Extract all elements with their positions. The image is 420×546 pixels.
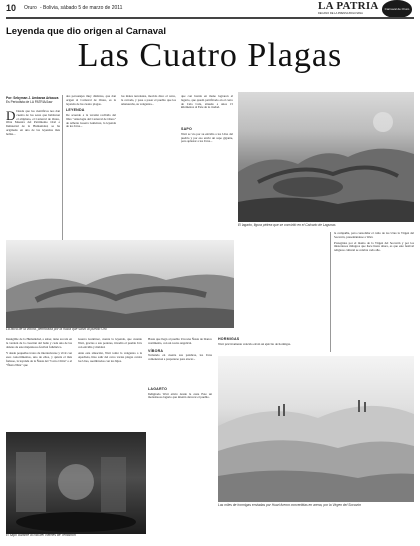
- byline-authors: Por: Sebyman J. Ambarza Arkauza: [6, 96, 59, 100]
- column-4: [181, 95, 233, 144]
- header-city: Oruro: [24, 5, 37, 11]
- column-2-lead: dos personajes muy distintos, que dan origen al Carnaval de Oruro, es la leyenda de las cuatro plagas.: [66, 94, 116, 106]
- column-1-intro: [6, 110, 60, 136]
- drop-cap: D: [6, 108, 16, 123]
- column-4-sapo-text: Wari se vio por su envidia a los Urus del pueblo y por eso envió un sapo gigante, para aplastar a los Urus...: [181, 131, 233, 144]
- caption-toad: El sapo durante la cita del Viernes de Tentación: [6, 533, 76, 537]
- lower-column-3-text: Hasta que llegó al pueblo Uru una Ñusta de blanco vestimenta, con un rostro angelical.: [148, 337, 212, 345]
- page-number: 10: [6, 3, 17, 13]
- lower-column-3: [148, 338, 212, 400]
- photo-toad-ritual: [6, 432, 146, 534]
- column-2: [66, 95, 116, 129]
- column-1-text: Desde que los científicos nos dan cuenta de los seres que habitaron el altiplano, el Carnaval de Oruro, Obra Maestra del Patrimonio Oral e Inmaterial de la Humanidad, se ha originado en una de las leyendas más bellas...: [6, 109, 60, 136]
- lower-column-3-text-c: Indignado Wari envió desde la zona Este un monstruoso lagarto que intentó devorar el pueblo.: [148, 391, 212, 400]
- snake-rock-illustration: [6, 240, 234, 328]
- photo-sand-dunes: [218, 356, 414, 502]
- subhead-lagarto: LAGARTO: [148, 386, 168, 391]
- subhead-leyenda: LEYENDA: [66, 108, 85, 113]
- lower-column-2: [78, 338, 142, 364]
- lower-column-1: [6, 338, 72, 367]
- column-2-text: De acuerdo a la versión recibida del libro "Antología del Carnaval de Oruro" de Alberto Guerra Gutiérrez, la leyenda de los Urus...: [66, 113, 116, 129]
- photo-lizard-rock: [238, 92, 414, 222]
- toad-ritual-illustration: [6, 432, 146, 534]
- lizard-rock-illustration: [238, 92, 414, 222]
- byline-outlet: Es Periodista de LA PATRIA/Jaw: [6, 100, 53, 104]
- lower-column-1-text: Intangible de la Humanidad, a saber, tiene su raíz en la versión de la creación del baile y cada una de las danzas de este majestuoso festival folklórico.: [6, 337, 72, 349]
- lower-column-2-text-b: Ante esta situación, Wari tomó la venganza a la Apacheta, hizo salir del cerro varias plagas contra los Urus, asombrados con los hijos.: [78, 351, 142, 363]
- column-divider: [62, 95, 63, 243]
- photo-snake-rock: [6, 240, 234, 328]
- lower-column-3-text-b: Tomando en cuenta sus palabras, los Urus comenzaron a prepararse para atacar...: [148, 353, 212, 361]
- subhead-hormigas: HORMIGAS: [218, 337, 240, 341]
- column-5-text: la compañía, para consolidar el culto de los Urus la Virgen del Socavón, presentándose a Wari.: [334, 231, 414, 239]
- subhead-sapo: SAPO: [181, 127, 192, 131]
- carnival-seal-icon: [382, 0, 412, 18]
- column-4-text: que con bonda en mano lograron al lagarto, que quedó petrificado en el cerro de Cala Cala, situado a unos 15 kilómetros al Este de la ciudad.: [181, 94, 233, 110]
- newspaper-logo: LA PATRIA: [318, 0, 379, 12]
- subhead-vibora: VÍBORA: [148, 348, 164, 353]
- article-headline: Las Cuatro Plagas: [77, 37, 343, 74]
- column-5: [334, 232, 414, 253]
- column-5-text-b: Protegidos por el manto de la Virgen del Socavón y por los misteriosos milagros que hace hasta ahora, es que este festival religioso cultural se celebra cada año.: [334, 240, 414, 252]
- column-divider: [330, 232, 331, 352]
- lower-column-4: [218, 338, 326, 347]
- caption-snake: La boca de la víbora, petrificada por la ñusta que salvó al pueblo Uru: [6, 327, 107, 331]
- column-3: [121, 95, 176, 106]
- lower-column-1-text-b: Y desde pequeños tratos de interiorizarse y vivir con esos conocimientos, uno de ellos, y quizás el más famoso, la leyenda de la Ñusta del "Cerro Chiru" o el "Ñusta Nina" que: [6, 351, 73, 367]
- newspaper-tagline: DECANO DE LA PRENSA BOLIVIANA: [318, 12, 363, 15]
- seal-label: Carnaval de Oruro: [384, 7, 410, 11]
- caption-dunes: Las miles de hormigas enviadas por Huari fueron convertidas en arena, por la Virgen del Socavón: [218, 503, 362, 507]
- column-3-text: los males terrenales, inocido dios: el cerro, la cerrada, y pasa a pasar el pueblo que los amenazaba, su venganza...: [121, 94, 176, 106]
- caption-lizard: El lagarto, figura pétrea que se convirtió en el Calvario de Lagunas: [238, 223, 336, 227]
- sand-dunes-illustration: [218, 356, 414, 502]
- header-date: - Bolivia, sábado 5 de marzo de 2011: [40, 5, 123, 11]
- header-rule: [6, 17, 414, 19]
- lower-column-2-text: Guerra Gutiérrez, cuenta la leyenda, que cuando Wari, gracias a sus poderes, invadió el pueblo Uru con envidia y maldad.: [78, 337, 142, 349]
- article-kicker: Leyenda que dio origen al Carnaval: [6, 26, 166, 37]
- lower-column-4-text: Wari prácticamente vencido envió un ejército de hormigas.: [218, 341, 291, 346]
